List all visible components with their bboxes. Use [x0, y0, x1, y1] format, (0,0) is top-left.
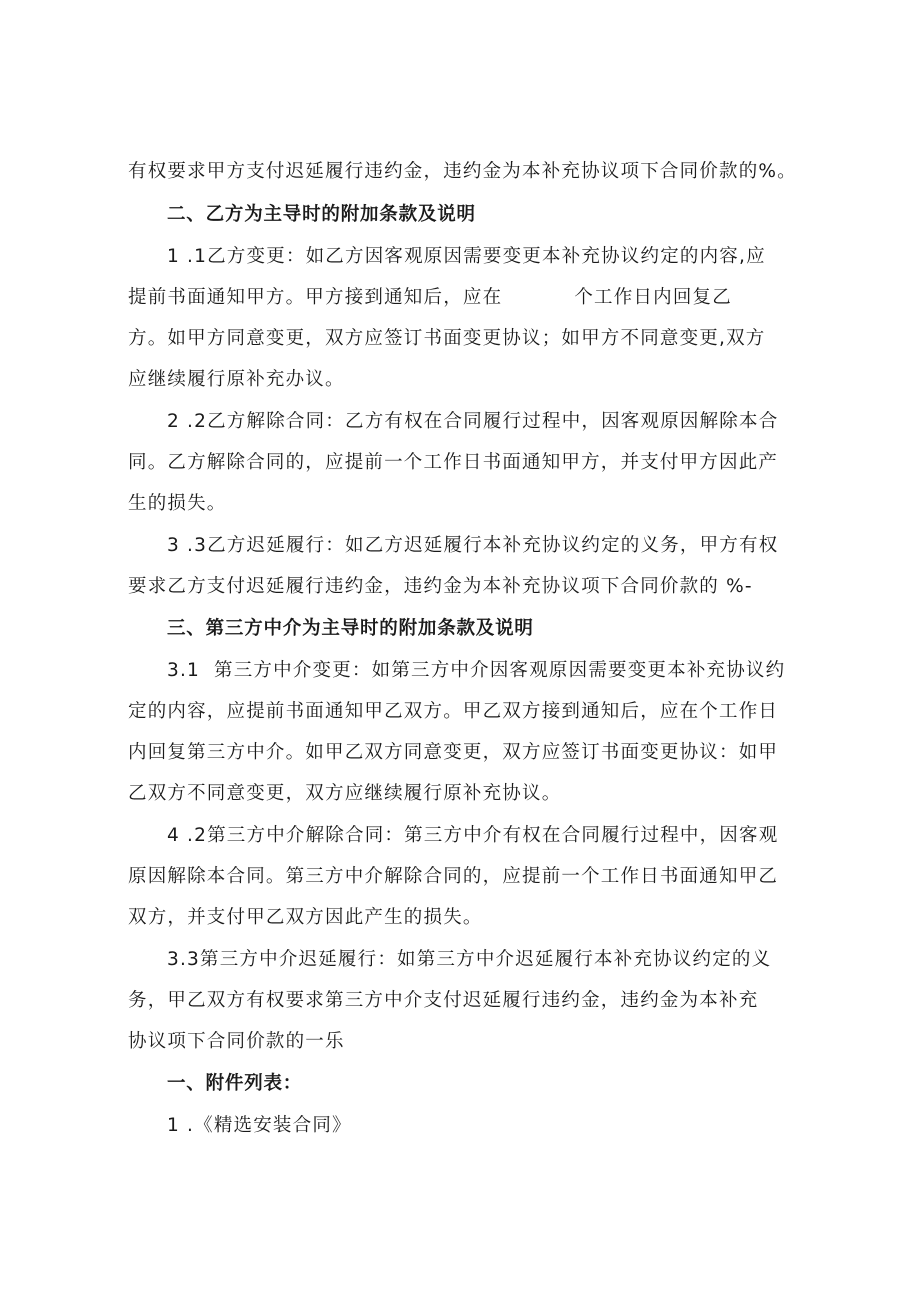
paragraph-line: 协议项下合同价款的一乐 — [128, 1031, 345, 1052]
line-segment: 第三方中介变更：如第三方中介因客观原因需要变更本补充协议约 — [214, 660, 786, 681]
paragraph-line — [167, 659, 785, 683]
section-heading: 三、第三方中介为主导时的附加条款及说明 — [167, 618, 534, 639]
section-heading: 二、乙方为主导时的附加条款及说明 — [167, 204, 476, 225]
paragraph-line: 3.3第三方中介迟延履行：如第三方中介迟延履行本补充协议约定的义 — [167, 949, 772, 970]
paragraph-line: 3 .3乙方迟延履行：如乙方迟延履行本补充协议约定的义务，甲方有权 — [167, 535, 779, 556]
paragraph-line: 有权要求甲方支付迟延履行违约金，违约金为本补充协议项下合同价款的%。 — [128, 161, 797, 182]
attachment-item: 1 .《精选安装合同》 — [167, 1115, 352, 1136]
paragraph-line: 1 .1乙方变更：如乙方因客观原因需要变更本补充协议约定的内容,应 — [167, 246, 766, 267]
paragraph-line: 同。乙方解除合同的，应提前一个工作日书面通知甲方，并支付甲方因此产 — [128, 452, 779, 473]
section-heading: 一、附件列表： — [167, 1073, 303, 1094]
paragraph-line: 生的损失。 — [128, 493, 227, 514]
paragraph-line: 原因解除本合同。第三方中介解除合同的，应提前一个工作日书面通知甲乙 — [128, 866, 779, 887]
clause-number: 3.1 — [167, 660, 201, 681]
paragraph-line: 务，甲乙双方有权要求第三方中介支付迟延履行违约金，违约金为本补充 — [128, 990, 759, 1011]
paragraph-line: 2 .2乙方解除合同：乙方有权在合同履行过程中，因客观原因解除本合 — [167, 411, 779, 432]
paragraph-line: 方。如甲方同意变更，双方应签订书面变更协议；如甲方不同意变更,双方 — [128, 328, 766, 349]
paragraph-line: 内回复第三方中介。如甲乙双方同意变更，双方应签订书面变更协议：如甲 — [128, 742, 779, 763]
line-segment: 提前书面通知甲方。甲方接到通知后，应在 — [128, 287, 503, 308]
line-segment: 个工作日内回复乙 — [574, 287, 732, 308]
paragraph-line: 4 .2第三方中介解除合同：第三方中介有权在合同履行过程中，因客观 — [167, 825, 779, 846]
paragraph-line: 双方，并支付甲乙双方因此产生的损失。 — [128, 907, 483, 928]
paragraph-line — [128, 286, 732, 310]
paragraph-line: 要求乙方支付迟延履行违约金，违约金为本补充协议项下合同价款的 %- — [128, 576, 753, 597]
paragraph-line: 乙双方不同意变更，双方应继续履行原补充协议。 — [128, 783, 562, 804]
paragraph-line: 定的内容，应提前书面通知甲乙双方。甲乙双方接到通知后，应在个工作日 — [128, 701, 779, 722]
paragraph-line: 应继续履行原补充办议。 — [128, 369, 345, 390]
